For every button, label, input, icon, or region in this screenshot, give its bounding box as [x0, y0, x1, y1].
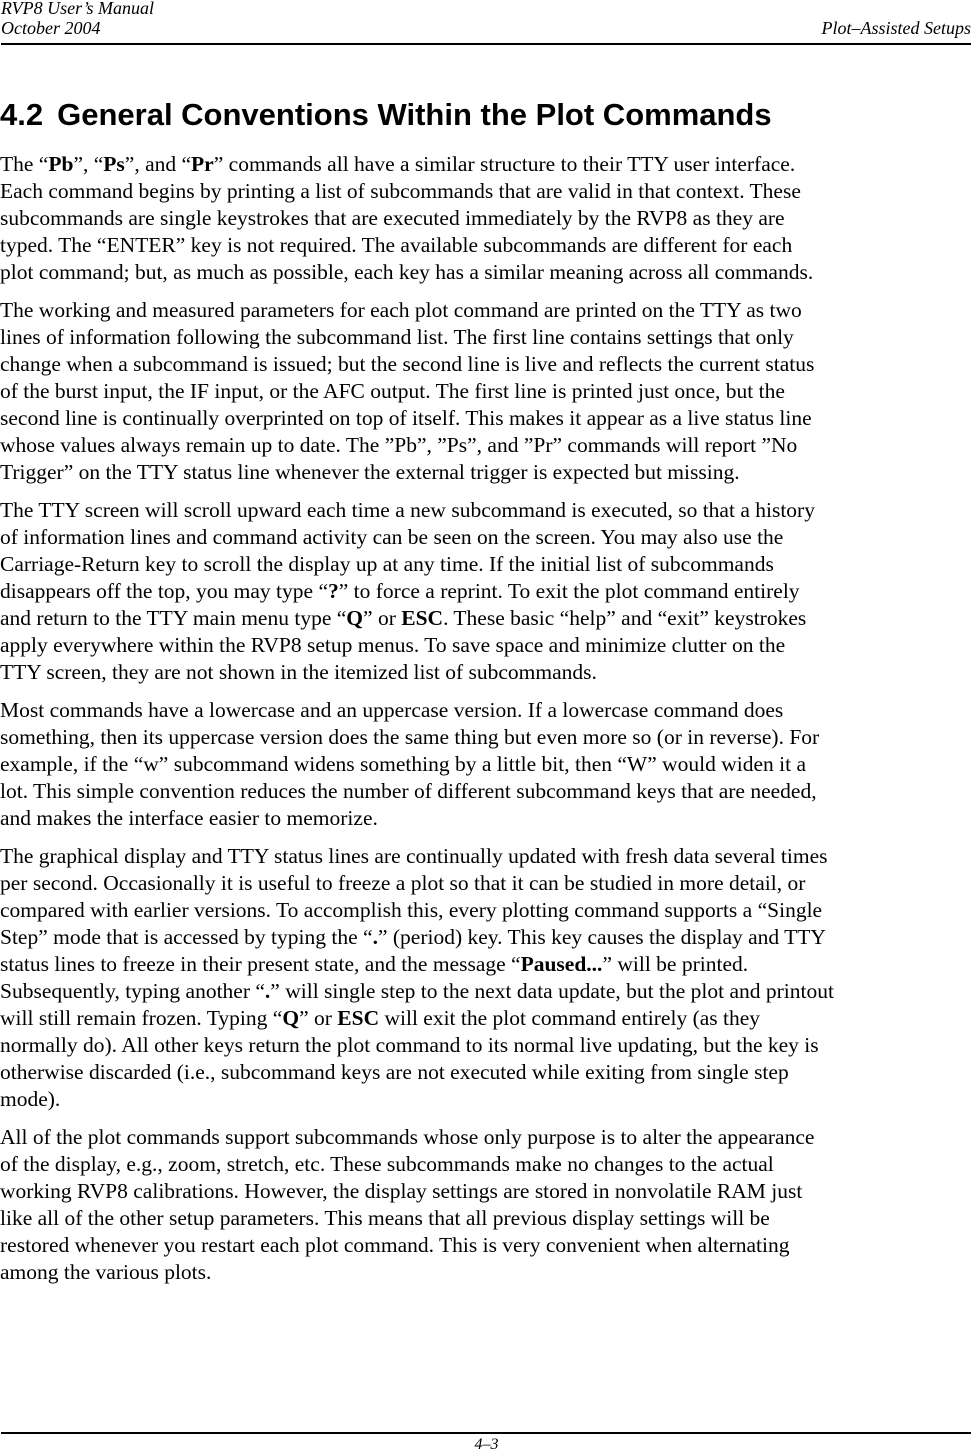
- text-line: disappears off the top, you may type “?” to force a reprint. To exit the plot command entirely: [0, 579, 800, 603]
- text-line: The working and measured parameters for each plot command are printed on the TTY as two: [0, 298, 802, 322]
- section-heading: [0, 97, 772, 133]
- text-line: mode).: [0, 1087, 61, 1111]
- text-line: of information lines and command activity can be seen on the screen. You may also use the: [0, 525, 784, 549]
- chapter-title: Plot–Assisted Setups: [821, 18, 971, 38]
- footer-rule: [1, 1432, 971, 1434]
- text-line: whose values always remain up to date. The ”Pb”, ”Ps”, and ”Pr” commands will report ”No: [0, 433, 798, 457]
- text-line: status lines to freeze in their present state, and the message “Paused...” will be printed.: [0, 952, 749, 976]
- text-line: second line is continually overprinted on top of itself. This makes it appear as a live status line: [0, 406, 812, 430]
- text-line: apply everywhere within the RVP8 setup menus. To save space and minimize clutter on the: [0, 633, 786, 657]
- text-line: The graphical display and TTY status lines are continually updated with fresh data several times: [0, 844, 828, 868]
- text-line: and makes the interface easier to memorize.: [0, 806, 378, 830]
- text-line: All of the plot commands support subcommands whose only purpose is to alter the appearance: [0, 1125, 815, 1149]
- text-line: per second. Occasionally it is useful to freeze a plot so that it can be studied in more detail, or: [0, 871, 806, 895]
- text-line: Trigger” on the TTY status line whenever the external trigger is expected but missing.: [0, 460, 740, 484]
- text-line: will still remain frozen. Typing “Q” or ESC will exit the plot command entirely (as they: [0, 1006, 761, 1030]
- text-line: change when a subcommand is issued; but the second line is live and reflects the current status: [0, 352, 815, 376]
- paragraph: [0, 497, 972, 686]
- text-line: and return to the TTY main menu type “Q” or ESC. These basic “help” and “exit” keystrokes: [0, 606, 807, 630]
- text-line: The TTY screen will scroll upward each time a new subcommand is executed, so that a history: [0, 498, 815, 522]
- paragraph: [0, 1124, 972, 1286]
- text-line: The “Pb”, “Ps”, and “Pr” commands all have a similar structure to their TTY user interface.: [0, 152, 796, 176]
- text-line: working RVP8 calibrations. However, the display settings are stored in nonvolatile RAM just: [0, 1179, 803, 1203]
- text-line: of the burst input, the IF input, or the AFC output. The first line is printed just once, but the: [0, 379, 785, 403]
- page-number: 4–3: [474, 1436, 499, 1453]
- text-line: example, if the “w” subcommand widens something by a little bit, then “W” would widen it a: [0, 752, 807, 776]
- text-line: Most commands have a lowercase and an uppercase version. If a lowercase command does: [0, 698, 784, 722]
- text-line: Step” mode that is accessed by typing the “.” (period) key. This key causes the display and TTY: [0, 925, 826, 949]
- text-line: Each command begins by printing a list of subcommands that are valid in that context. These: [0, 179, 801, 203]
- text-line: lines of information following the subcommand list. The first line contains settings that only: [0, 325, 794, 349]
- text-line: restored whenever you restart each plot command. This is very convenient when alternating: [0, 1233, 790, 1257]
- text-line: plot command; but, as much as possible, each key has a similar meaning across all commands.: [0, 260, 814, 284]
- text-line: compared with earlier versions. To accomplish this, every plotting command supports a “Single: [0, 898, 823, 922]
- text-line: otherwise discarded (i.e., subcommand keys are not executed while exiting from single step: [0, 1060, 789, 1084]
- paragraph: [0, 843, 972, 1113]
- header-manual-info: [1, 0, 154, 38]
- text-line: Carriage-Return key to scroll the display up at any time. If the initial list of subcommands: [0, 552, 774, 576]
- text-line: lot. This simple convention reduces the number of different subcommand keys that are needed,: [0, 779, 817, 803]
- paragraph: [0, 151, 972, 286]
- text-line: normally do). All other keys return the plot command to its normal live updating, but the key is: [0, 1033, 819, 1057]
- text-line: subcommands are single keystrokes that are executed immediately by the RVP8 as they are: [0, 206, 785, 230]
- text-line: like all of the other setup parameters. This means that all previous display settings will be: [0, 1206, 770, 1230]
- text-line: TTY screen, they are not shown in the itemized list of subcommands.: [0, 660, 597, 684]
- manual-date: October 2004: [1, 18, 101, 38]
- text-line: among the various plots.: [0, 1260, 212, 1284]
- text-line: typed. The “ENTER” key is not required. The available subcommands are different for each: [0, 233, 793, 257]
- manual-title: RVP8 User’s Manual: [1, 0, 154, 18]
- section-number: 4.2: [0, 97, 44, 132]
- paragraph: [0, 297, 972, 486]
- body-text: [0, 151, 972, 1297]
- text-line: Subsequently, typing another “.” will single step to the next data update, but the plot and printout: [0, 979, 834, 1003]
- text-line: something, then its uppercase version does the same thing but even more so (or in reverse). For: [0, 725, 820, 749]
- paragraph: [0, 697, 972, 832]
- page-header: [1, 0, 971, 46]
- section-title: General Conventions Within the Plot Commands: [57, 97, 772, 132]
- text-line: of the display, e.g., zoom, stretch, etc. These subcommands make no changes to the actual: [0, 1152, 774, 1176]
- header-rule: [1, 43, 971, 45]
